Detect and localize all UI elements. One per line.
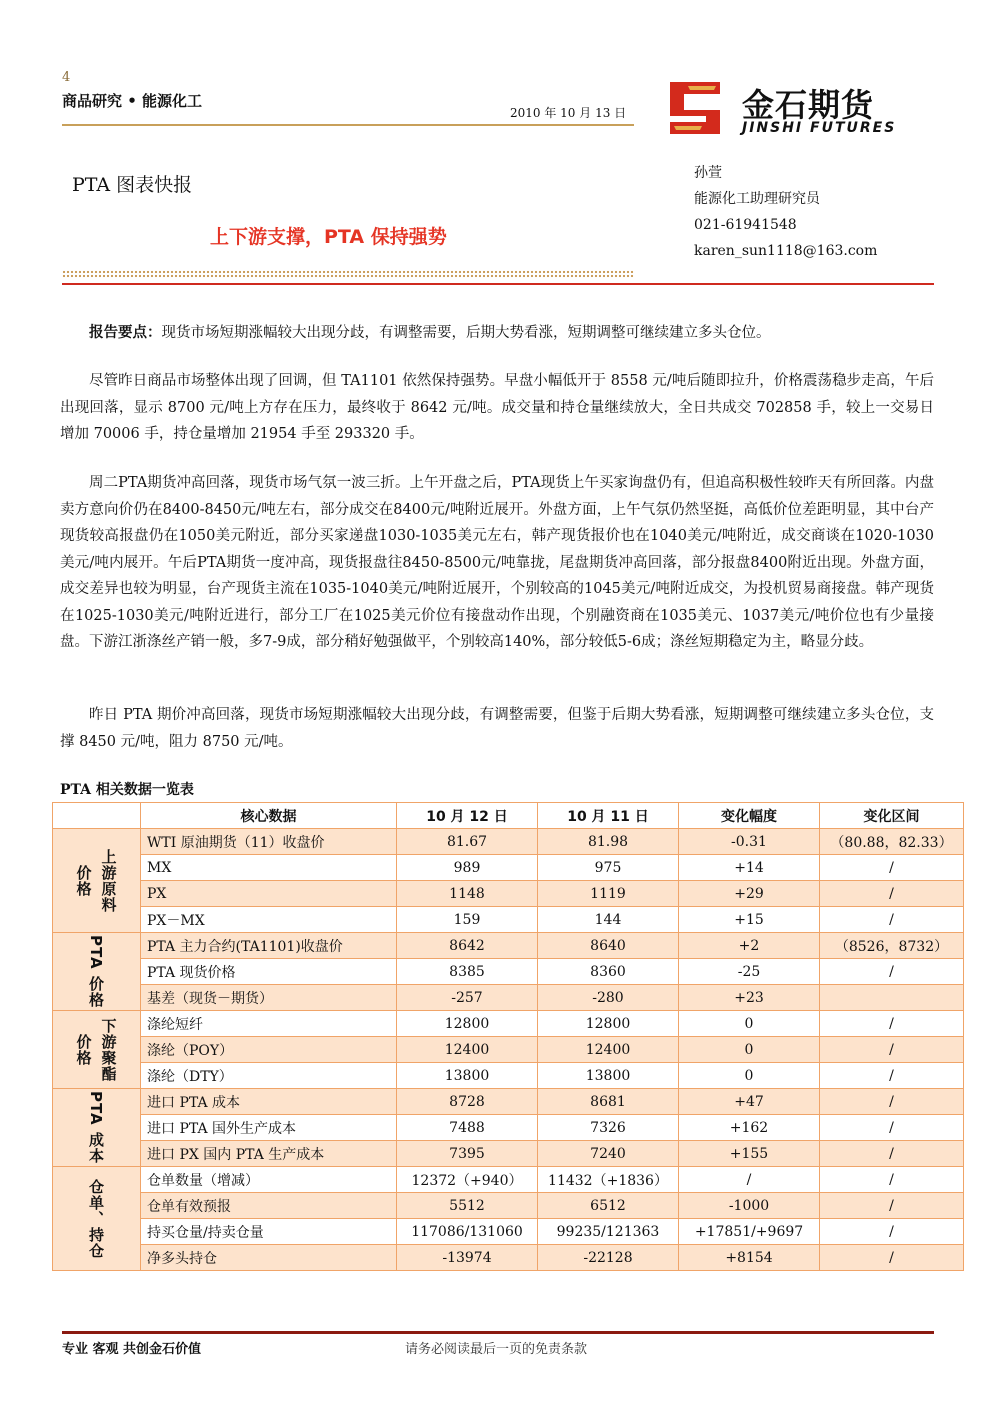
metric-name-cell: PTA 主力合约(TA1101)收盘价 xyxy=(141,933,397,959)
report-type: PTA 图表快报 xyxy=(72,174,193,196)
group-label-wrap xyxy=(53,829,140,932)
metric-value-cell: 99235/121363 xyxy=(538,1219,679,1245)
author-name: 孙萱 xyxy=(694,165,722,181)
metric-value-cell: 5512 xyxy=(397,1193,538,1219)
table-row xyxy=(53,933,964,959)
metric-name-cell: PX－MX xyxy=(141,907,397,933)
row-group-label xyxy=(53,933,141,1011)
logo-text-cn: 金石期货 xyxy=(742,86,875,124)
metric-value-cell: / xyxy=(820,1219,964,1245)
author-phone: 021-61941548 xyxy=(694,217,797,233)
table-row xyxy=(53,1193,964,1219)
metric-value-cell: / xyxy=(820,1115,964,1141)
group-label-wrap xyxy=(53,933,140,1010)
metric-value-cell: +8154 xyxy=(679,1245,820,1271)
metric-value-cell: 13800 xyxy=(397,1063,538,1089)
paragraph-1: 尽管昨日商品市场整体出现了回调，但 TA1101 依然保持强势。早盘小幅低开于 8558 元/吨后随即拉升，价格震荡稳步走高，午后出现回落，显示 8700 元/吨上方存在压力，最终收于 8642 元/吨。成交量和持仓量继续放大，全日共成交 702858 手，较上一交易日增加 70006 手，持仓量增加 21954 手至 293320 手。 xyxy=(60,373,934,442)
metric-value-cell: 989 xyxy=(397,855,538,881)
metric-value-cell: / xyxy=(820,1037,964,1063)
company-logo xyxy=(668,80,898,138)
metric-name-cell: 持买仓量/持卖仓量 xyxy=(141,1219,397,1245)
metric-value-cell: 12800 xyxy=(538,1011,679,1037)
author-block xyxy=(694,160,877,264)
table-row xyxy=(53,1011,964,1037)
report-date: 2010 年 10 月 13 日 xyxy=(510,106,627,120)
footer-slogan: 专业 客观 共创金石价值 xyxy=(62,1342,202,1357)
table-row xyxy=(53,829,964,855)
metric-value-cell: / xyxy=(679,1167,820,1193)
metric-value-cell: 8728 xyxy=(397,1089,538,1115)
metric-value-cell: / xyxy=(820,881,964,907)
metric-value-cell: 12400 xyxy=(538,1037,679,1063)
table-row xyxy=(53,855,964,881)
group-label-text: 仓单、持仓 xyxy=(87,1178,105,1259)
table-row xyxy=(53,881,964,907)
metric-name-cell: MX xyxy=(141,855,397,881)
table-header-row xyxy=(53,803,964,829)
group-label-wrap xyxy=(53,1089,140,1166)
red-divider xyxy=(62,283,934,285)
metric-value-cell: （80.88，82.33） xyxy=(820,829,964,855)
metric-value-cell: 159 xyxy=(397,907,538,933)
metric-value-cell: +155 xyxy=(679,1141,820,1167)
group-label-text: PTA 价格 xyxy=(87,935,105,1008)
metric-value-cell: 13800 xyxy=(538,1063,679,1089)
metric-value-cell: 144 xyxy=(538,907,679,933)
metric-name-cell: PX xyxy=(141,881,397,907)
metric-value-cell: / xyxy=(820,907,964,933)
metric-name-cell: 净多头持仓 xyxy=(141,1245,397,1271)
metric-value-cell: +2 xyxy=(679,933,820,959)
pta-data-table xyxy=(52,802,964,1271)
header-cell: 变化幅度 xyxy=(679,803,820,829)
metric-value-cell: -280 xyxy=(538,985,679,1011)
group-label-text: 下游聚酯 xyxy=(99,1017,118,1082)
metric-value-cell: / xyxy=(820,855,964,881)
metric-value-cell: 8360 xyxy=(538,959,679,985)
table-row xyxy=(53,1089,964,1115)
metric-value-cell: 1119 xyxy=(538,881,679,907)
group-label-text: PTA 成本 xyxy=(87,1091,105,1164)
metric-name-cell: WTI 原油期货（11）收盘价 xyxy=(141,829,397,855)
header-cell: 变化区间 xyxy=(820,803,964,829)
metric-value-cell: 117086/131060 xyxy=(397,1219,538,1245)
metric-value-cell: 1148 xyxy=(397,881,538,907)
metric-value-cell: +14 xyxy=(679,855,820,881)
group-label-wrap xyxy=(53,1167,140,1270)
metric-value-cell: -25 xyxy=(679,959,820,985)
metric-value-cell: 81.98 xyxy=(538,829,679,855)
table-row xyxy=(53,1037,964,1063)
metric-value-cell: +29 xyxy=(679,881,820,907)
group-label-wrap xyxy=(53,1011,140,1088)
metric-value-cell: 7240 xyxy=(538,1141,679,1167)
metric-value-cell: 12372（+940） xyxy=(397,1167,538,1193)
table-row xyxy=(53,907,964,933)
metric-value-cell: / xyxy=(820,1245,964,1271)
row-group-label xyxy=(53,1167,141,1271)
row-group-label xyxy=(53,829,141,933)
metric-value-cell: 8385 xyxy=(397,959,538,985)
header-rule xyxy=(62,124,634,126)
table-row xyxy=(53,1219,964,1245)
table-row xyxy=(53,1141,964,1167)
metric-value-cell: / xyxy=(820,1193,964,1219)
summary-paragraph xyxy=(60,320,934,347)
metric-name-cell: 涤纶（DTY） xyxy=(141,1063,397,1089)
table-row xyxy=(53,1245,964,1271)
row-group-label xyxy=(53,1089,141,1167)
metric-value-cell: +47 xyxy=(679,1089,820,1115)
metric-value-cell: 7395 xyxy=(397,1141,538,1167)
metric-name-cell: 仓单数量（增减） xyxy=(141,1167,397,1193)
author-title: 能源化工助理研究员 xyxy=(694,191,820,207)
metric-value-cell: +17851/+9697 xyxy=(679,1219,820,1245)
footer-rule xyxy=(62,1331,934,1334)
metric-value-cell: 8681 xyxy=(538,1089,679,1115)
metric-value-cell: +162 xyxy=(679,1115,820,1141)
logo-mark-icon xyxy=(668,80,722,136)
summary-label: 报告要点： xyxy=(89,324,162,341)
group-label-text: 价格 xyxy=(74,1033,93,1066)
metric-value-cell: 8640 xyxy=(538,933,679,959)
metric-value-cell: （8526，8732） xyxy=(820,933,964,959)
header-cell: 10 月 12 日 xyxy=(397,803,538,829)
table-row xyxy=(53,1115,964,1141)
metric-value-cell: / xyxy=(820,1167,964,1193)
header-blank xyxy=(53,803,141,829)
metric-name-cell: 仓单有效预报 xyxy=(141,1193,397,1219)
metric-name-cell: 涤纶短纤 xyxy=(141,1011,397,1037)
summary-text: 现货市场短期涨幅较大出现分歧，有调整需要，后期大势看涨，短期调整可继续建立多头仓位。 xyxy=(161,325,771,341)
metric-value-cell: 8642 xyxy=(397,933,538,959)
metric-value-cell: 6512 xyxy=(538,1193,679,1219)
metric-value-cell: +23 xyxy=(679,985,820,1011)
table-title: PTA 相关数据一览表 xyxy=(60,782,194,798)
row-group-label xyxy=(53,1011,141,1089)
metric-name-cell: 基差（现货－期货） xyxy=(141,985,397,1011)
table-row xyxy=(53,1167,964,1193)
metric-value-cell: 0 xyxy=(679,1037,820,1063)
table-body xyxy=(53,829,964,1271)
metric-value-cell: 0 xyxy=(679,1011,820,1037)
metric-value-cell: / xyxy=(820,1011,964,1037)
metric-value-cell: / xyxy=(820,959,964,985)
metric-value-cell: -22128 xyxy=(538,1245,679,1271)
headline: 上下游支撑，PTA 保持强势 xyxy=(210,226,447,248)
table-row xyxy=(53,1063,964,1089)
metric-value-cell: -257 xyxy=(397,985,538,1011)
group-label-text: 上游原料 xyxy=(99,848,118,913)
metric-value-cell: / xyxy=(820,1141,964,1167)
metric-value-cell: 11432（+1836） xyxy=(538,1167,679,1193)
metric-value-cell: -1000 xyxy=(679,1193,820,1219)
header-cell: 核心数据 xyxy=(141,803,397,829)
logo-text-en: JINSHI FUTURES xyxy=(742,120,897,136)
metric-value-cell: -0.31 xyxy=(679,829,820,855)
table-row xyxy=(53,985,964,1011)
author-email[interactable]: karen_sun1118@163.com xyxy=(694,243,878,259)
metric-value-cell: 975 xyxy=(538,855,679,881)
header-cell: 10 月 11 日 xyxy=(538,803,679,829)
footer-disclaimer: 请务必阅读最后一页的免责条款 xyxy=(405,1342,588,1357)
metric-name-cell: PTA 现货价格 xyxy=(141,959,397,985)
paragraph-3: 昨日 PTA 期价冲高回落，现货市场短期涨幅较大出现分歧，有调整需要，但鉴于后期大势看涨，短期调整可继续建立多头仓位，支撑 8450 元/吨，阻力 8750 元/吨。 xyxy=(60,707,934,750)
metric-name-cell: 进口 PTA 国外生产成本 xyxy=(141,1115,397,1141)
section-title: 商品研究 • 能源化工 xyxy=(62,92,203,110)
metric-name-cell: 涤纶（POY） xyxy=(141,1037,397,1063)
metric-name-cell: 进口 PX 国内 PTA 生产成本 xyxy=(141,1141,397,1167)
metric-value-cell: 7488 xyxy=(397,1115,538,1141)
metric-value-cell: 12400 xyxy=(397,1037,538,1063)
table-row xyxy=(53,959,964,985)
metric-name-cell: 进口 PTA 成本 xyxy=(141,1089,397,1115)
metric-value-cell: 12800 xyxy=(397,1011,538,1037)
page-number: 4 xyxy=(62,70,71,85)
metric-value-cell: / xyxy=(820,1089,964,1115)
metric-value-cell: +15 xyxy=(679,907,820,933)
metric-value-cell: -13974 xyxy=(397,1245,538,1271)
paragraph-2: 周二PTA期货冲高回落，现货市场气氛一波三折。上午开盘之后，PTA现货上午买家询盘仍有，但追高积极性较昨天有所回落。内盘卖方意向价仍在8400-8450元/吨左右，部分成交在8400元/吨附近展开。外盘方面，上午气氛仍然坚挺，高低价位差距明显，其中台产现货较高报盘仍在1050美元附近，部分买家递盘1030-1035美元左右，韩产现货报价也在1040美元/吨附近，成交商谈在1020-1030美元/吨内展开。午后PTA期货一度冲高，现货报盘往8450-8500元/吨靠拢，尾盘期货冲高回落，部分报盘8400附近出现。外盘方面，成交差异也较为明显，台产现货主流在1035-1040美元/吨附近展开，个别较高的1045美元/吨附近成交，为投机贸易商接盘。韩产现货在1025-1030美元/吨附近进行，部分工厂在1025美元价位有接盘动作出现，个别融资商在1035美元、1037美元/吨价位也有少量接盘。下游江浙涤丝产销一般，多7-9成，部分稍好勉强做平，个别较高140%，部分较低5-6成；涤丝短期稳定为主，略显分歧。 xyxy=(60,475,934,650)
metric-value-cell: 0 xyxy=(679,1063,820,1089)
metric-value-cell: 7326 xyxy=(538,1115,679,1141)
metric-value-cell xyxy=(820,985,964,1011)
group-label-text: 价格 xyxy=(74,864,93,897)
metric-value-cell: 81.67 xyxy=(397,829,538,855)
dotted-divider xyxy=(62,270,634,278)
metric-value-cell: / xyxy=(820,1063,964,1089)
